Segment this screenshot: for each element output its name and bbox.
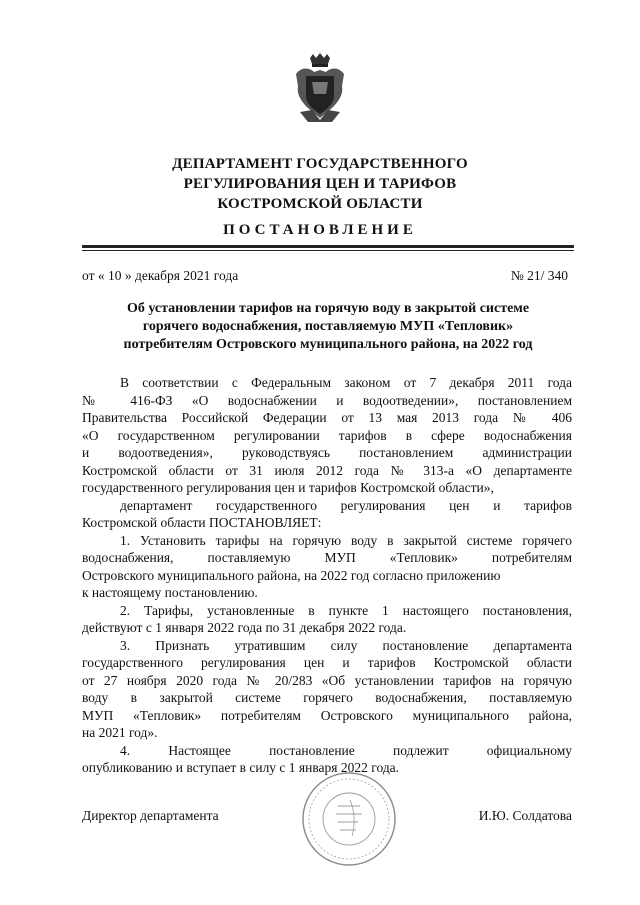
document-date: от « 10 » декабря 2021 года: [82, 268, 239, 283]
title-line: потребителям Островского муниципального района, на 2022 год: [123, 337, 533, 352]
body-line: «О государственном регулировании тарифов в сфере водоснабжения: [82, 427, 572, 443]
body-line: 4. Настоящее постановление подлежит официальному: [120, 742, 572, 758]
body-line: № 416-ФЗ «О водоснабжении и водоотведении», постановлением: [82, 392, 572, 408]
body-line: и водоотведения», руководствуясь постановлением администрации: [82, 445, 572, 460]
body-line: Костромской области от 31 июля 2012 года № 313-а «О департаменте: [82, 462, 572, 478]
body-line: опубликованию и вступает в силу с 1 января 2022 года.: [82, 760, 400, 775]
body-line: департамент государственного регулирования цен и тарифов: [120, 497, 572, 513]
body-line: государственного регулирования цен и тарифов Костромской области»,: [82, 480, 494, 495]
body-line: Правительства Российской Федерации от 13 мая 2013 года № 406: [82, 410, 572, 425]
body-line: действуют с 1 января 2022 года по 31 декабря 2022 года.: [82, 620, 407, 635]
header-divider-thick: [82, 245, 574, 248]
signatory-name: И.Ю. Солдатова: [478, 808, 572, 823]
body-line: Костромской области ПОСТАНОВЛЯЕТ:: [82, 515, 322, 530]
body-line: МУП «Тепловик» потребителям Островского муниципального района,: [82, 707, 572, 723]
department-line: РЕГУЛИРОВАНИЯ ЦЕН И ТАРИФОВ: [183, 176, 457, 192]
body-line: на 2021 год».: [82, 725, 158, 740]
header-divider-thin: [82, 250, 574, 251]
body-line: В соответствии с Федеральным законом от 7 декабря 2011 года: [120, 375, 572, 390]
body-line: к настоящему постановлению.: [82, 585, 258, 600]
document-type-heading: ПОСТАНОВЛЕНИЕ: [223, 222, 417, 238]
document-body: [82, 374, 572, 777]
body-line: от 27 ноября 2020 года № 20/283 «Об установлении тарифов на горячую: [82, 672, 572, 688]
official-stamp: [300, 770, 398, 868]
department-line: ДЕПАРТАМЕНТ ГОСУДАРСТВЕННОГО: [172, 156, 468, 172]
department-name: [0, 154, 640, 214]
body-line: 1. Установить тарифы на горячую воду в закрытой системе горячего: [120, 532, 572, 548]
body-line: 3. Признать утратившим силу постановление департамента: [120, 637, 572, 653]
body-line: водоснабжения, поставляемую МУП «Тепловик» потребителям: [82, 550, 572, 565]
body-line: государственного регулирования цен и тарифов Костромской области: [82, 655, 572, 670]
signatory-position: Директор департамента: [82, 808, 219, 823]
document-title: [100, 300, 556, 354]
title-line: Об установлении тарифов на горячую воду в закрытой системе: [126, 301, 530, 316]
department-line: КОСТРОМСКОЙ ОБЛАСТИ: [217, 196, 423, 212]
body-line: воду в закрытой системе горячего водоснабжения, поставляемую: [82, 690, 572, 705]
body-line: 2. Тарифы, установленные в пункте 1 настоящего постановления,: [120, 602, 572, 618]
document-number: № 21/ 340: [510, 268, 568, 283]
title-line: горячего водоснабжения, поставляемую МУП «Тепловик»: [142, 319, 514, 334]
body-line: Островского муниципального района, на 2022 год согласно приложению: [82, 567, 501, 583]
coat-of-arms-emblem: [292, 52, 348, 124]
